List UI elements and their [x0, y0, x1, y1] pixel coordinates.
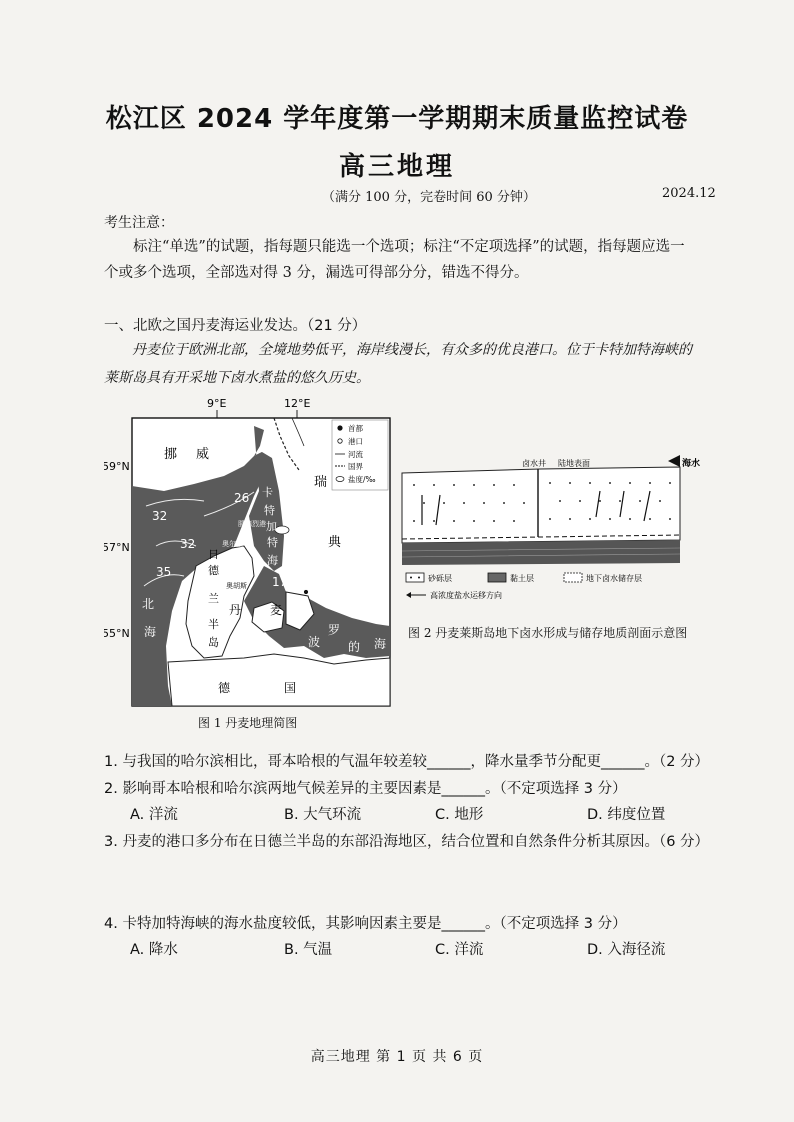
geology-profile [400, 455, 700, 610]
place-label: 加 [266, 520, 277, 533]
notice-heading: 考生注意： [104, 215, 174, 231]
section-intro: 丹麦位于欧洲北部，全境地势低平，海岸线漫长，有众多的优良港口。位于卡特加特海峡的莱斯岛具有开采地下卤水煮盐的悠久历史。 [104, 342, 692, 386]
port-label: 腓德烈港 [238, 520, 266, 528]
place-label: 特 [267, 536, 278, 549]
capital-icon [337, 425, 342, 430]
place-label: 岛 [208, 636, 219, 649]
place-label: 半 [208, 618, 219, 631]
sand-layer [402, 467, 680, 543]
place-label: 特 [264, 504, 275, 517]
place-label: 日 [208, 548, 219, 561]
place-label: 峡 [284, 566, 295, 579]
legend-label: 河流 [348, 450, 363, 459]
profile-legend-label: 黏土层 [510, 574, 534, 583]
option-c[interactable]: C. 洋流 [435, 942, 484, 958]
question-4: 4. 卡特加特海峡的海水盐度较低，其影响因素主要是______。（不定项选择 3 分） [104, 916, 627, 932]
legend-label: 港口 [348, 437, 363, 446]
place-label: 海 [144, 625, 157, 639]
place-label: 卡 [262, 486, 273, 499]
place-label: 德 [208, 564, 219, 577]
option-b[interactable]: B. 大气环流 [284, 807, 362, 823]
lat-label: 57°N [104, 541, 130, 554]
exam-date: 2024.12 [662, 186, 716, 201]
option-a[interactable]: A. 洋流 [130, 807, 178, 823]
option-d[interactable]: D. 纬度位置 [587, 807, 666, 823]
place-label: 兰 [208, 592, 219, 605]
place-label: 的 [348, 640, 361, 654]
profile-label: 海水 [682, 459, 700, 469]
place-label: 挪 [164, 447, 178, 462]
place-label: 麦 [270, 603, 283, 617]
salinity-value: 32 [180, 537, 196, 551]
map-svg [104, 396, 400, 736]
legend-label: 盐度/‰ [348, 475, 376, 484]
seawater-arrow-icon [668, 455, 680, 467]
place-label: 国 [284, 681, 297, 695]
place-label: 罗 [328, 623, 341, 637]
option-b[interactable]: B. 气温 [284, 942, 333, 958]
option-d[interactable]: D. 入海径流 [587, 942, 666, 958]
legend-label: 国界 [348, 462, 363, 471]
place-label: 海 [374, 637, 387, 651]
lon-label: 12°E [284, 397, 311, 410]
port-label: 奥尔堡 [222, 540, 243, 548]
section-heading: 一、北欧之国丹麦海运业发达。（21 分） [104, 318, 367, 334]
capital-icon [304, 590, 309, 595]
exam-title: 松江区 2024 学年度第一学期期末质量监控试卷 [105, 104, 689, 134]
legend-label: 首都 [348, 424, 363, 433]
laeso-island [275, 526, 289, 534]
figure-1-caption: 图 1 丹麦地理简图 [198, 716, 298, 730]
place-label: 北 [142, 597, 155, 611]
lat-label: 59°N [104, 460, 130, 473]
salinity-value: 32 [152, 509, 168, 523]
denmark-map [104, 396, 400, 736]
profile-legend-label: 高浓度盐水运移方向 [430, 591, 502, 600]
place-label: 丹 [229, 603, 242, 617]
salinity-value: 35 [156, 565, 172, 579]
profile-label: 卤水井 [522, 459, 546, 468]
place-label: 海 [267, 554, 278, 567]
lon-label: 9°E [207, 397, 227, 410]
profile-legend-label: 砂砾层 [428, 574, 452, 583]
question-3: 3. 丹麦的港口多分布在日德兰半岛的东部沿海地区，结合位置和自然条件分析其原因。（6 分） [104, 834, 710, 850]
salinity-value: 17 [272, 575, 288, 589]
port-label: 奥胡斯 [226, 582, 247, 590]
place-label: 德 [218, 681, 231, 695]
brine-legend-icon [564, 573, 582, 582]
question-1: 1. 与我国的哈尔滨相比，哥本哈根的气温年较差较______，降水量季节分配更______。（2 分） [104, 754, 710, 770]
figure-2-caption: 图 2 丹麦莱斯岛地下卤水形成与储存地质剖面示意图 [408, 626, 688, 640]
place-label: 波 [308, 635, 321, 649]
page-footer: 高三地理 第 1 页 共 6 页 [310, 1049, 484, 1065]
question-2: 2. 影响哥本哈根和哈尔滨两地气候差异的主要因素是______。（不定项选择 3 分） [104, 781, 627, 797]
exam-subject: 高三地理 [338, 152, 455, 182]
profile-legend-label: 地下卤水储存层 [586, 574, 642, 583]
profile-label: 陆地表面 [558, 459, 590, 468]
clay-layer [402, 540, 680, 565]
port-label: 哥本哈根 [310, 588, 338, 596]
profile-svg [400, 455, 700, 610]
exam-note: （满分 100 分，完卷时间 60 分钟） [322, 190, 536, 205]
lat-label: 55°N [104, 627, 130, 640]
option-a[interactable]: A. 降水 [130, 942, 178, 958]
place-label: 瑞 [314, 475, 328, 490]
sand-legend-icon [406, 573, 424, 582]
option-c[interactable]: C. 地形 [435, 807, 484, 823]
notice-body: 标注“单选”的试题，指每题只能选一个选项；标注“不定项选择”的试题，指每题应选一个或多个选项，全部选对得 3 分，漏选可得部分分，错选不得分。 [104, 239, 685, 281]
place-label: 典 [328, 535, 342, 550]
germany-land [168, 654, 390, 706]
salinity-value: 26 [234, 491, 250, 505]
clay-legend-icon [488, 573, 506, 582]
place-label: 威 [196, 447, 210, 462]
